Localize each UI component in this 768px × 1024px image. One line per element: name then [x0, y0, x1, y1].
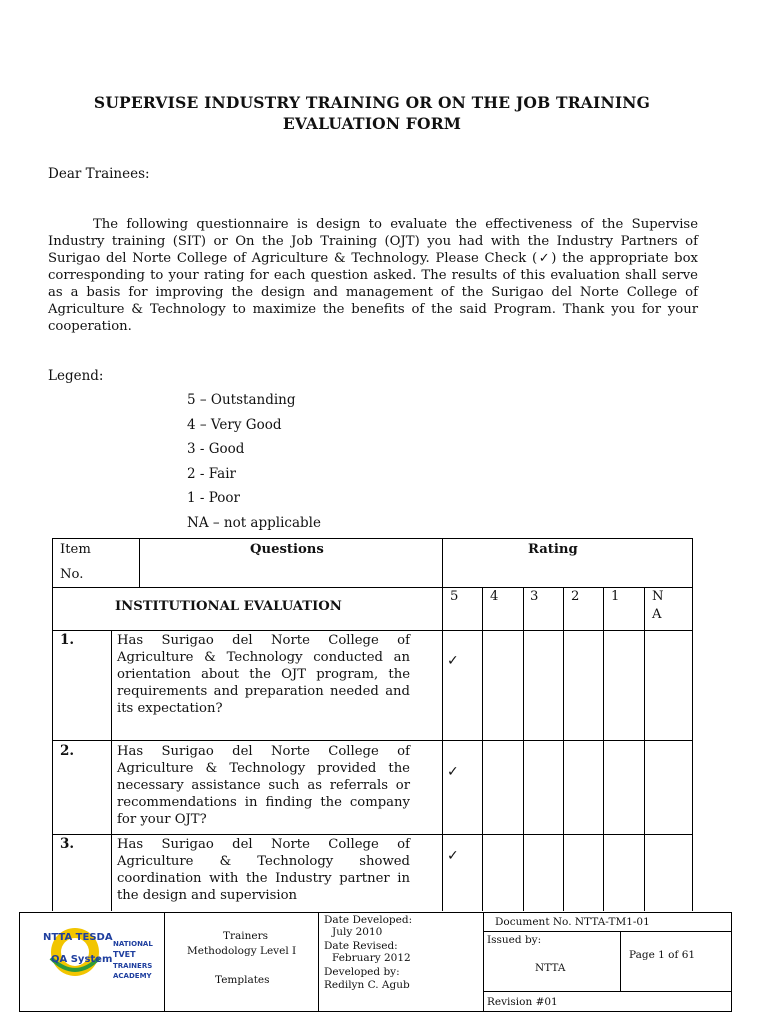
footer-document-no: Document No. NTTA-TM1-01 — [495, 916, 650, 928]
intro-text: The following questionnaire is design to evaluate the effectiveness of the Supervise Industry training (SIT) or On the Job Training (OJT) you had with the Industry Partners of Surigao del Norte College of Agriculture & Technology. Please Check (✓) the appropriate box corresponding to your rating for each question asked. The results of this evaluation shall serve as a basis for improving the design and management of the Surigao del Norte College of Agriculture & Technology to maximize the benefits of the said Program. Thank you for your cooperation. — [48, 217, 698, 334]
logo-text-academy: ACADEMY — [113, 972, 152, 980]
rating-na-header-n: N — [652, 589, 664, 604]
row-2-number: 2. — [60, 743, 75, 759]
legend-item: 3 - Good — [187, 441, 245, 457]
footer-page-number: Page 1 of 61 — [629, 949, 696, 961]
footer-developed-by-label: Developed by: — [324, 966, 400, 978]
footer-date-revised-label: Date Revised: — [324, 940, 398, 952]
footer-issued-by-label: Issued by: — [487, 934, 542, 946]
logo-text-national: NATIONAL — [113, 940, 153, 948]
footer-issued-by: NTTA — [535, 962, 566, 974]
ntta-tesda-logo — [41, 922, 161, 986]
document-footer — [19, 912, 732, 1012]
footer-date-developed-label: Date Developed: — [324, 914, 413, 926]
rating-4-header: 4 — [490, 589, 499, 604]
logo-text-qa-system: QA System — [51, 954, 113, 965]
salutation: Dear Trainees: — [48, 166, 150, 182]
footer-developed-by: Redilyn C. Agub — [324, 979, 410, 991]
footer-date-developed: July 2010 — [332, 926, 383, 938]
row-2-check-icon[interactable]: ✓ — [447, 764, 459, 780]
row-1-check-icon[interactable]: ✓ — [447, 653, 459, 669]
intro-paragraph — [48, 216, 698, 335]
row-2-question: Has Surigao del Norte College of Agriculture & Technology provided the necessary assistance such as referrals or recommendations in finding the company for your OJT? — [117, 744, 410, 827]
legend-item: 4 – Very Good — [187, 416, 282, 433]
row-1-question: Has Surigao del Norte College of Agriculture & Technology conducted an orientation about the OJT program, the requirements and preparation needed and its expectation? — [117, 633, 410, 716]
rating-2-header: 2 — [571, 589, 580, 604]
footer-program-line1: Trainers — [223, 930, 269, 942]
form-title-line2: EVALUATION FORM — [282, 114, 462, 133]
form-title-line1: SUPERVISE INDUSTRY TRAINING OR ON THE JOB TRAINING — [93, 93, 651, 112]
rating-5-header: 5 — [450, 589, 459, 604]
legend-list — [187, 392, 321, 539]
footer-revision: Revision #01 — [487, 996, 558, 1008]
row-1-number: 1. — [60, 632, 75, 648]
rating-3-header: 3 — [530, 589, 539, 604]
footer-program-line2: Methodology Level I — [187, 945, 297, 957]
footer-date-revised: February 2012 — [332, 952, 411, 964]
legend-item: NA – not applicable — [187, 514, 321, 531]
footer-program-line3: Templates — [215, 974, 270, 986]
logo-text-ntta-tesda: NTTA TESDA — [43, 932, 113, 943]
col-item-header-line2: No. — [60, 567, 84, 582]
row-3-question: Has Surigao del Norte College of Agriculture & Technology showed coordination with the Industry partner in the design and supervision — [117, 837, 410, 903]
legend-item: 2 - Fair — [187, 465, 237, 482]
rating-1-header: 1 — [611, 589, 620, 604]
rating-na-header-a: A — [652, 607, 662, 622]
row-3-check-icon[interactable]: ✓ — [447, 848, 459, 864]
col-questions-header: Questions — [250, 542, 324, 557]
section-institutional-evaluation: INSTITUTIONAL EVALUATION — [115, 599, 342, 614]
col-rating-header: Rating — [528, 542, 578, 557]
logo-text-tvet: TVET — [113, 950, 136, 959]
legend-item: 1 - Poor — [187, 490, 240, 506]
legend-label: Legend: — [48, 368, 104, 384]
form-title — [60, 92, 684, 134]
col-item-header-line1: Item — [60, 542, 91, 557]
row-3-number: 3. — [60, 836, 75, 852]
legend-item: 5 – Outstanding — [187, 392, 296, 408]
logo-text-trainers: TRAINERS — [113, 962, 153, 970]
